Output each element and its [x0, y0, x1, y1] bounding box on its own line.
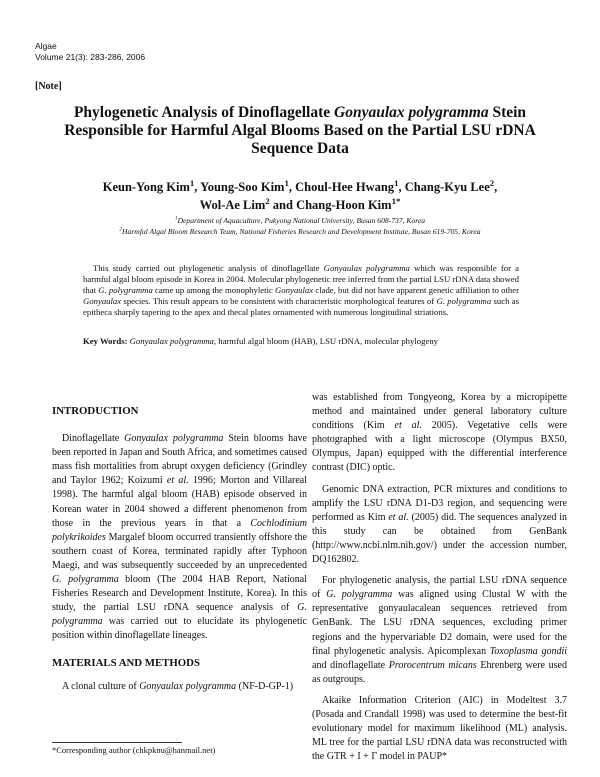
footnote: *Corresponding author (chkpknu@hanmail.net) [52, 745, 216, 755]
note-label: [Note] [35, 81, 62, 92]
author: Choul-Hee Hwang [295, 180, 395, 194]
affiliation: $^1$Department of Aquaculture, Pukyong National University, Busan 608-737, Korea [174, 215, 426, 225]
journal-name: Algae [35, 41, 57, 51]
paragraph: was established from Tongyeong, Korea by a micropipette method and maintained under general laboratory culture conditions (Kim et al. 2005). Vegetative cells were photographed with a light microscope (Olympus BX50, Olympus, Japan) equipped with the differential interference contrast (DIC) optic. [312, 392, 568, 474]
section-heading-methods: MATERIALS AND METHODS [52, 656, 200, 669]
affiliation: $^2$Harmful Algal Bloom Research Team, National Fisheries Research and Development Institute, Busan 619-705, Korea [119, 226, 481, 236]
author: Wol-Ae Lim [199, 198, 266, 212]
right-column [312, 391, 567, 764]
author-list: Keun-Yong Kim$^1$, Young-Soo Kim$^1$, Choul-Hee Hwang$^1$, Chang-Kyu Lee$^2$, Wol-Ae Lim$^2$ and Chang-Hoon Kim$^{1*}$ [102, 177, 498, 212]
section-heading-introduction: INTRODUCTION [52, 405, 139, 417]
author: Chang-Kyu Lee [404, 180, 490, 194]
left-column [52, 404, 307, 694]
paragraph: Akaike Information Criterion (AIC) in Modeltest 3.7 (Posada and Crandall 1998) was used to determine the best-fit evolutionary model for maximum likelihood (ML) analysis. ML tree for the partial LSU rDNA data was reconstructed with the GTR + I + Γ model in PAUP* [312, 694, 567, 763]
keywords: Key Words: Gonyaulax polygramma, harmful algal bloom (HAB), LSU rDNA, molecular phylogeny [83, 336, 439, 346]
author: Chang-Hoon Kim [296, 198, 392, 212]
paragraph: Genomic DNA extraction, PCR mixtures and conditions to amplify the LSU rDNA D1-D3 region, and sequencing were performed as Kim et al. (2005) did. The sequences analyzed in this study can be obtained from GenBank (http://www.ncbi.nlm.nih.gov/) under the accession number, DQ162802. [312, 483, 567, 566]
paragraph: For phylogenetic analysis, the partial LSU rDNA sequence of G. polygramma was aligned using Clustal W with the representative gonyaulacalean sequences retrieved from GenBank. The LSU rDNA sequences, excluding primer regions and the hypervariable D2 domain, were used for the final phylogenetic analysis. Apicomplexan Toxoplasma gondii and dinoflagellate Prorocentrum micans Ehrenberg were used as outgroups. [312, 575, 568, 685]
journal-header [35, 41, 145, 63]
paper-title: Phylogenetic Analysis of Dinoflagellate Gonyaulax polygramma Stein Responsible for Harmful Algal Blooms Based on the Partial LSU rDNA Sequence Data [64, 104, 536, 157]
abstract: This study carried out phylogenetic analysis of dinoflagellate Gonyaulax polygramma which was responsible for a harmful algal bloom episode in Korea in 2004. Molecular phylogenetic tree inferred from the partial LSU rDNA data showed that G. polygramma came up among the monophyletic Gonyaulax clade, but did not have apparent genetic affiliation to other Gonyaulax species. This result appears to be consistent with characteristic morphological features of G. polygramma such as epitheca sharply tapering to the apex and thecal plates ornamented with numerous longitudinal striations. [83, 263, 519, 317]
author: Keun-Yong Kim [102, 180, 190, 194]
paragraph: Dinoflagellate Gonyaulax polygramma Stein blooms have been reported in Japan and South Africa, and sometimes caused mass fish mortalities from abrupt oxygen deficiency (Grindley and Taylor 1962; Koizumi et al. 1996; Morton and Villareal 1998). The harmful algal bloom (HAB) episode observed in Korean water in 2004 showed a different phenomenon from those in the previous years in that a Cochlodinium polykrikoides Margalef bloom occurred transiently offshore the southern coast of Korea, terminated rapidly after Typhoon Maegi, and was subsequently succeeded by an unprecedented G. polygramma bloom (The 2004 HAB Report, National Fisheries Research and Development Institute, Korea). In this study, the partial LSU rDNA sequence analysis of G. polygramma was carried out to elucidate its phylogenetic position within dinoflagellate lineages. [52, 433, 308, 642]
footnote-divider [52, 742, 182, 743]
paragraph: A clonal culture of Gonyaulax polygramma (NF-D-GP-1) [62, 680, 294, 692]
author: Young-Soo Kim [200, 180, 285, 194]
journal-volume: Volume 21(3): 283-286, 2006 [35, 52, 146, 62]
affiliations [60, 215, 540, 237]
